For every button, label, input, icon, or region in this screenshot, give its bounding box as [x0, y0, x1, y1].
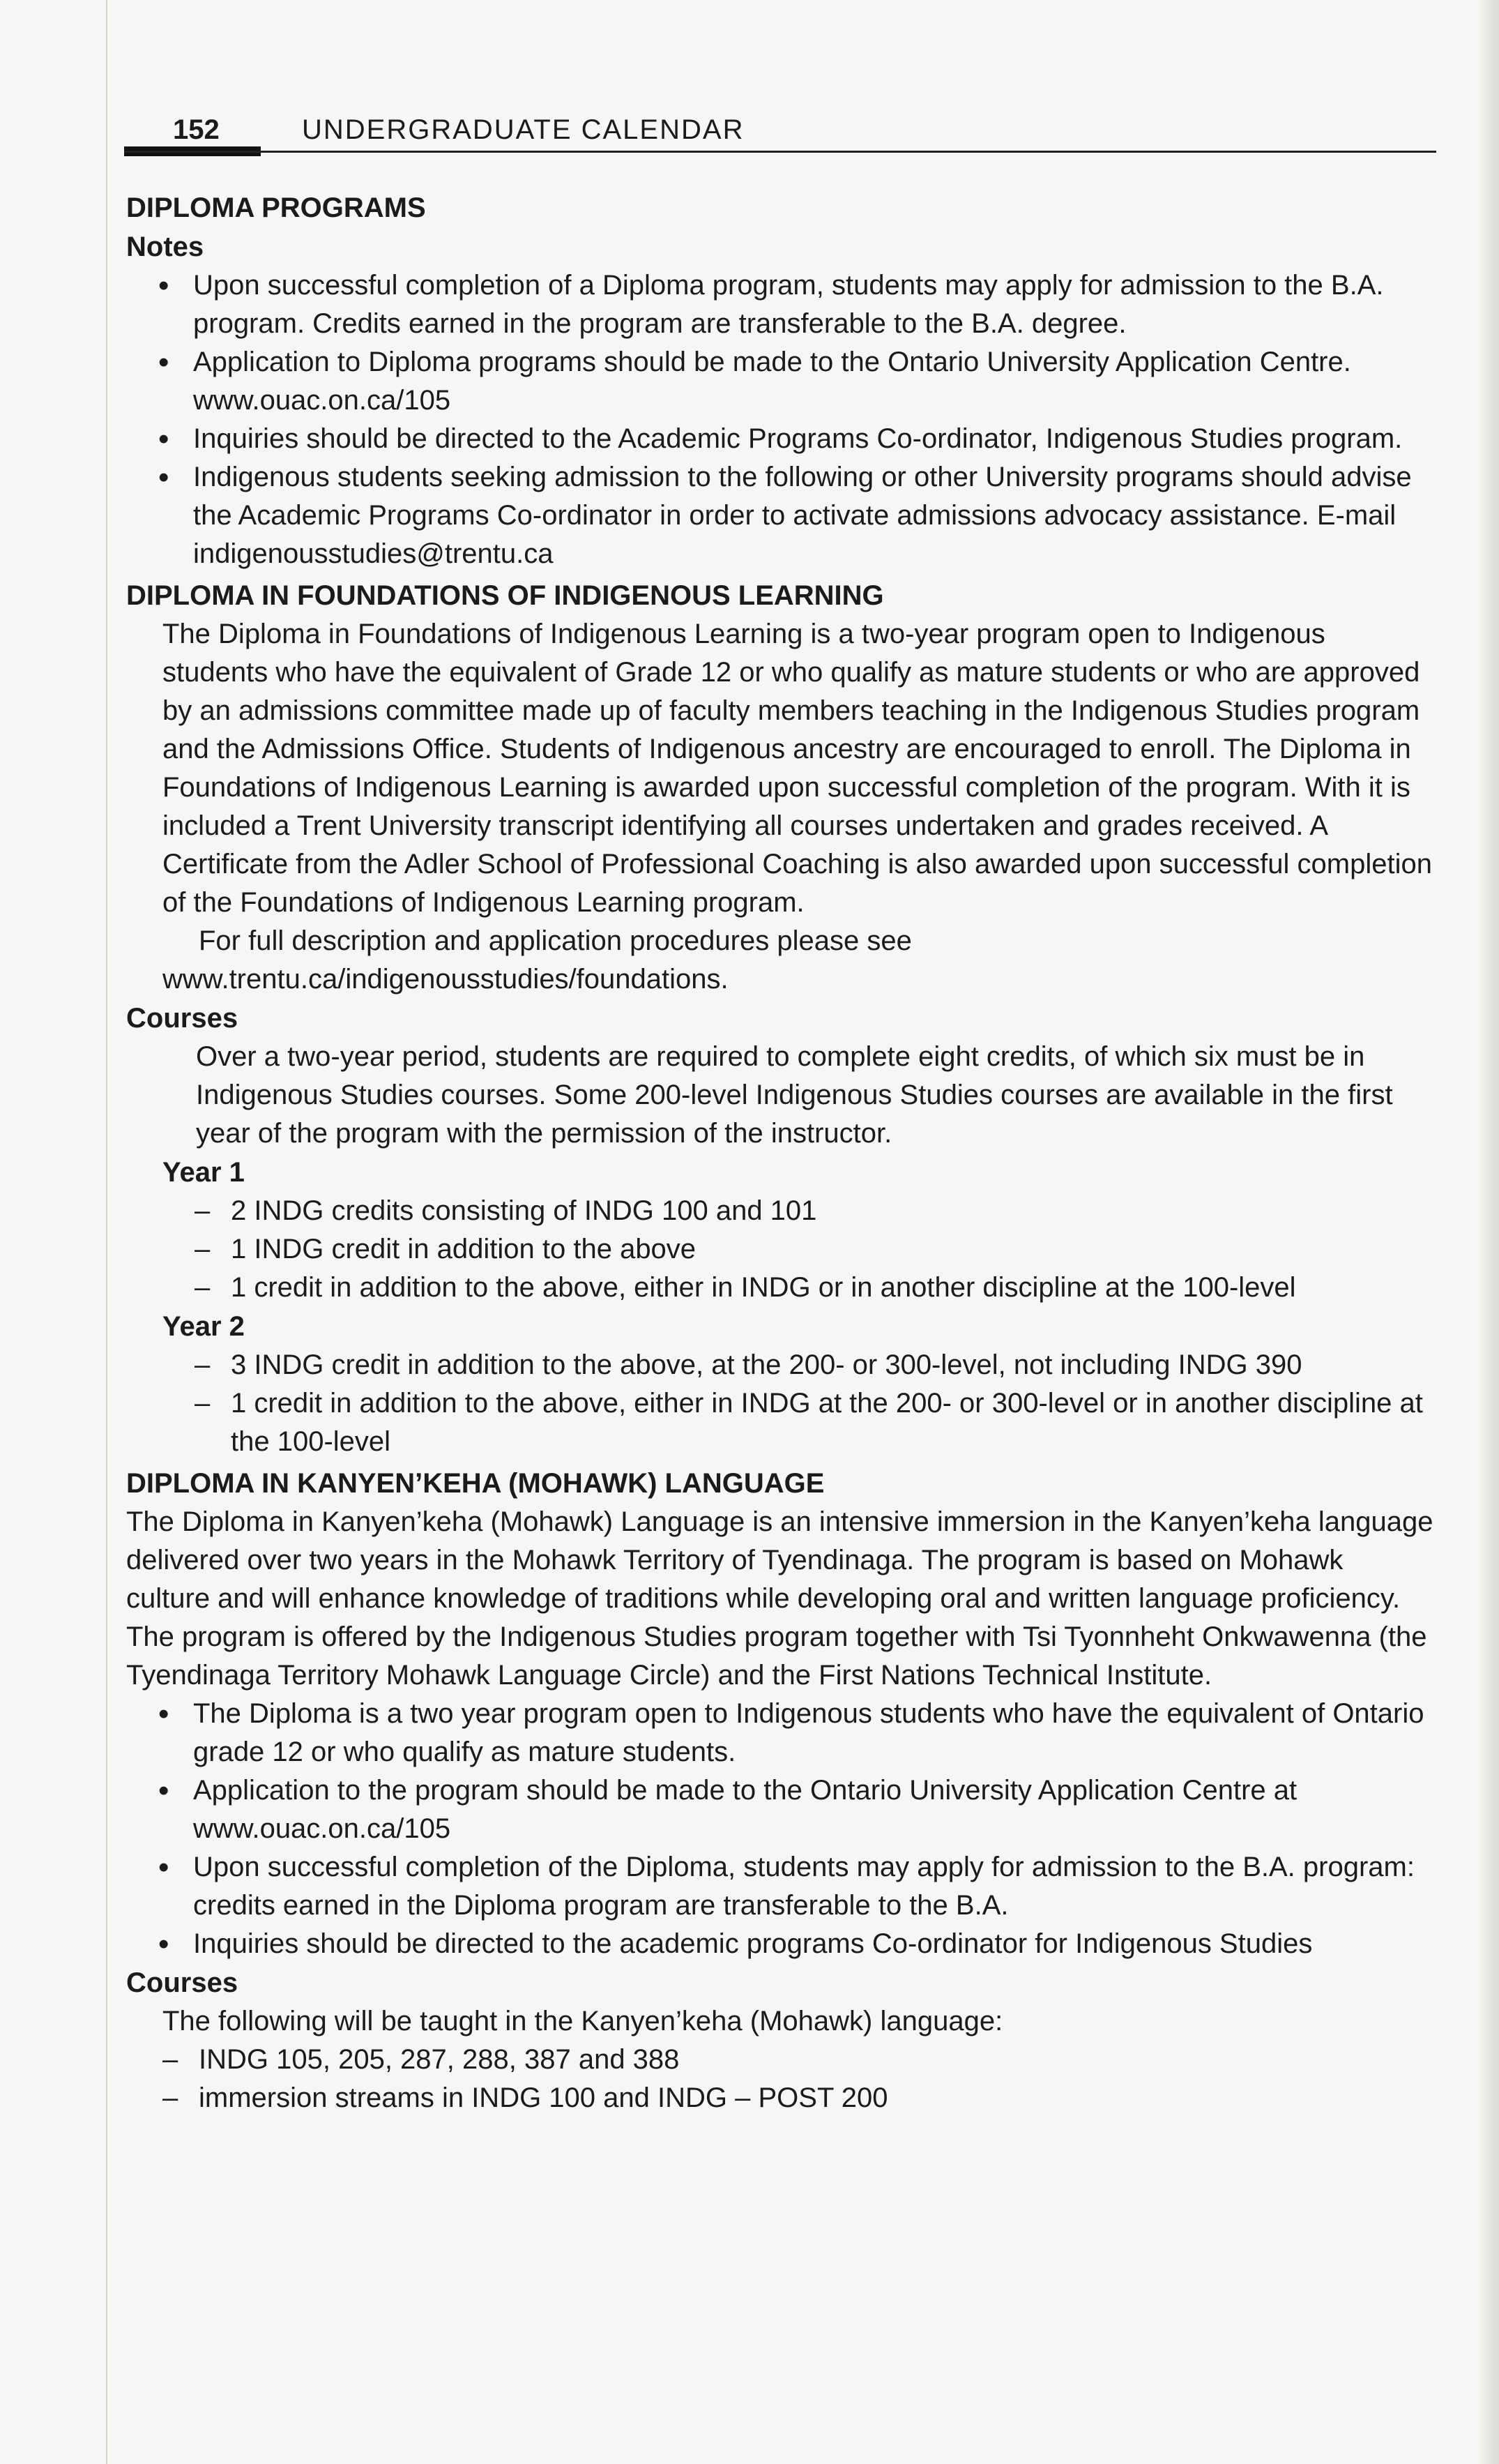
- paragraph: The Diploma in Foundations of Indigenous Learning is a two-year program open to Indigenous students who have the equivalent of Grade 12 or who qualify as mature students or who are approved by an admissions committee made up of faculty members teaching in the Indigenous Studies program and the Admissions Office. Students of Indigenous ancestry are encouraged to enroll. The Diploma in Foundations of Indigenous Learning is awarded upon successful completion of the program. With it is included a Trent University transcript identifying all courses undertaken and grades received. A Certificate from the Adler School of Professional Coaching is also awarded upon successful completion of the Foundations of Indigenous Learning program.: [162, 619, 1432, 918]
- list-item: – 1 credit in addition to the above, either in INDG or in another discipline at the 100-level: [231, 1269, 1433, 1307]
- foundations-section: [126, 576, 1433, 1461]
- page-header: [124, 112, 1436, 155]
- year2-list: [126, 1346, 1433, 1461]
- section-heading: DIPLOMA IN KANYEN’KEHA (MOHAWK) LANGUAGE: [126, 1468, 825, 1499]
- courses-heading: Courses: [126, 1967, 238, 1998]
- kanyenkeha-section: [126, 1464, 1433, 2117]
- header-title: UNDERGRADUATE CALENDAR: [302, 114, 745, 145]
- list-item: • Inquiries should be directed to the academic programs Co-ordinator for Indigenous Studies: [193, 1925, 1433, 1963]
- list-item: • Indigenous students seeking admission to the following or other University programs should advise the Academic Programs Co-ordinator in order to activate admissions advocacy assistance. E-mail indigenousstudies@trentu.ca: [193, 458, 1433, 573]
- section-heading: DIPLOMA IN FOUNDATIONS OF INDIGENOUS LEARNING: [126, 580, 884, 611]
- paragraph: The following will be taught in the Kanyen’keha (Mohawk) language:: [162, 2006, 1003, 2036]
- section-heading: DIPLOMA PROGRAMS: [126, 192, 426, 223]
- list-item: – 2 INDG credits consisting of INDG 100 and 101: [231, 1192, 1433, 1230]
- notes-list: [126, 266, 1433, 573]
- list-item: – INDG 105, 205, 287, 288, 387 and 388: [199, 2041, 1433, 2079]
- list-item: • Inquiries should be directed to the Academic Programs Co-ordinator, Indigenous Studies program.: [193, 420, 1433, 458]
- list-item: – immersion streams in INDG 100 and INDG – POST 200: [199, 2079, 1433, 2117]
- kanyenkeha-courses-list: [126, 2041, 1433, 2117]
- kanyenkeha-list: [126, 1695, 1433, 1963]
- notes-heading: Notes: [126, 232, 204, 262]
- list-item: – 1 INDG credit in addition to the above: [231, 1230, 1433, 1269]
- paragraph: Over a two-year period, students are required to complete eight credits, of which six must be in Indigenous Studies courses. Some 200-level Indigenous Studies courses are available in the first year of the program with the permission of the instructor.: [196, 1041, 1393, 1149]
- page-number: 152: [173, 114, 220, 145]
- page-content: [126, 188, 1433, 2117]
- binding-gutter-line: [106, 0, 107, 2464]
- diploma-programs-section: [126, 188, 1433, 573]
- paragraph: For full description and application procedures please see www.trentu.ca/indigenousstudies/foundations.: [162, 925, 912, 995]
- year-heading: Year 2: [162, 1311, 245, 1342]
- list-item: – 3 INDG credit in addition to the above, at the 200- or 300-level, not including INDG 390: [231, 1346, 1433, 1384]
- list-item: • Application to the program should be made to the Ontario University Application Centre at www.ouac.on.ca/105: [193, 1771, 1433, 1848]
- list-item: • Upon successful completion of a Diploma program, students may apply for admission to the B.A. program. Credits earned in the program are transferable to the B.A. degree.: [193, 266, 1433, 343]
- paragraph: The Diploma in Kanyen’keha (Mohawk) Language is an intensive immersion in the Kanyen’keha language delivered over two years in the Mohawk Territory of Tyendinaga. The program is based on Mohawk culture and will enhance knowledge of traditions while developing oral and written language proficiency. The program is offered by the Indigenous Studies program together with Tsi Tyonnheht Onkwawenna (the Tyendinaga Territory Mohawk Language Circle) and the First Nations Technical Institute.: [126, 1506, 1433, 1691]
- header-rule: [124, 151, 1436, 153]
- list-item: – 1 credit in addition to the above, either in INDG at the 200- or 300-level or in another discipline at the 100-level: [231, 1384, 1433, 1461]
- list-item: • Upon successful completion of the Diploma, students may apply for admission to the B.A. program: credits earned in the Diploma program are transferable to the B.A.: [193, 1848, 1433, 1925]
- courses-heading: Courses: [126, 1003, 238, 1034]
- list-item: • The Diploma is a two year program open to Indigenous students who have the equivalent of Ontario grade 12 or who qualify as mature students.: [193, 1695, 1433, 1771]
- year1-list: [126, 1192, 1433, 1307]
- page-edge-shadow: [1478, 0, 1499, 2464]
- year-heading: Year 1: [162, 1157, 245, 1188]
- list-item: • Application to Diploma programs should be made to the Ontario University Application Centre. www.ouac.on.ca/105: [193, 343, 1433, 420]
